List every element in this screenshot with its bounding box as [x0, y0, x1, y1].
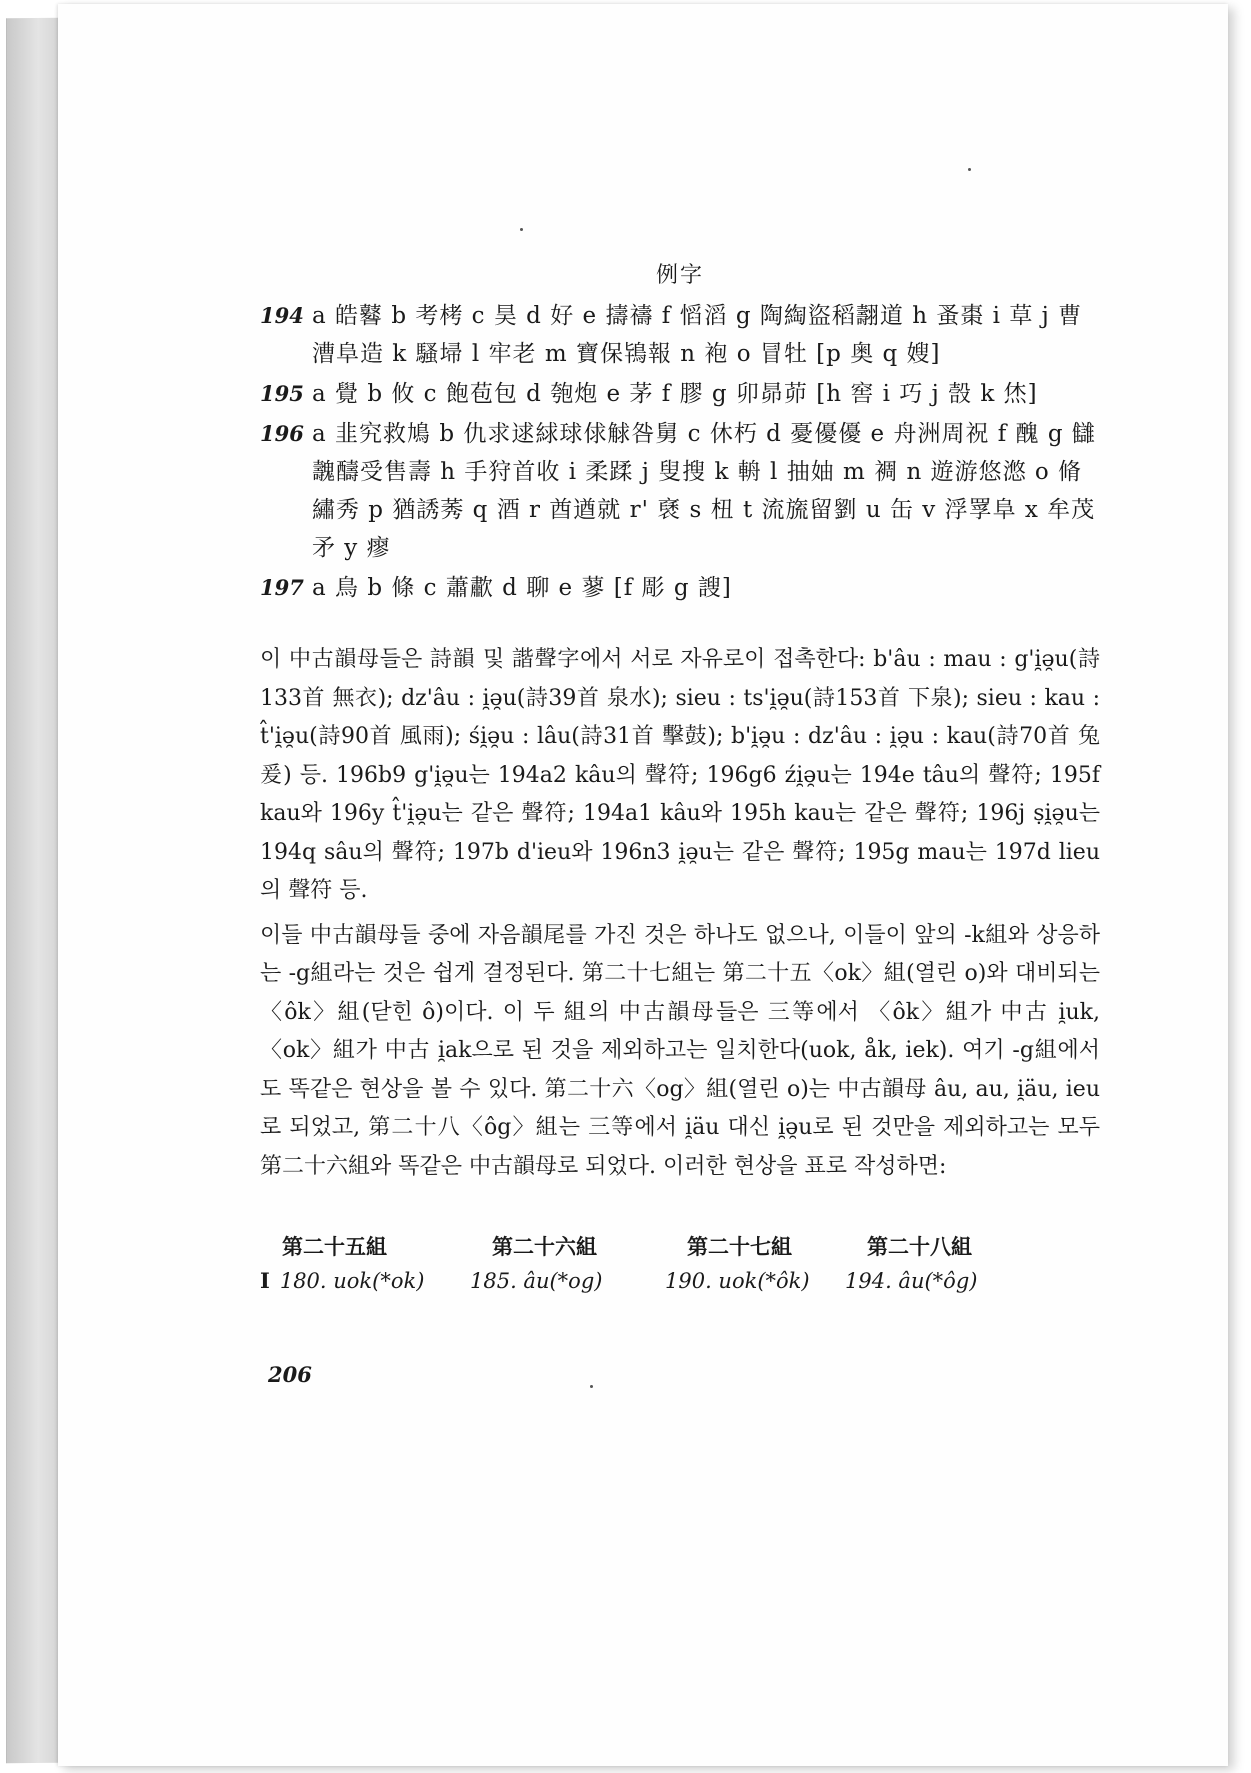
speck — [968, 168, 971, 171]
body-paragraph-1: 이 中古韻母들은 詩韻 및 諧聲字에서 서로 자유로이 접촉한다: b'âu : mau : g'i̯ə̯u(詩133首 無衣); dz'âu : i̯ə̯u(詩39首 泉水); sieu : ts'i̯ə̯u(詩153首 下泉); sieu : kau : t̂'i̯ə̯u(詩90首 風雨); śi̯ə̯u : lâu(詩31首 擊鼓); b'i̯ə̯u : dz'âu : i̯ə̯u : kau(詩70首 兔爰) 등. 196b9 g'i̯ə̯u는 194a2 kâu의 聲符; 196g6 źi̯ə̯u는 194e tâu의 聲符; 195f kau와 196y t̂'i̯ə̯u는 같은 聲符; 194a1 kâu와 195h kau는 같은 聲符; 196j ṣi̯ə̯u는 194q sâu의 聲符; 197b d'ieu와 196n3 i̯ə̯u는 같은 聲符; 195g mau는 197d lieu의 聲符 등. — [260, 647, 1100, 903]
entry-characters: a 鳥 b 條 c 蕭歗 d 聊 e 蓼 [f 彫 g 謏] — [312, 575, 732, 601]
entry-number: 194 — [260, 303, 304, 328]
table-cell-value: 180. uok(*ok) — [279, 1269, 425, 1293]
entry-characters: a 韭究救鳩 b 仇求逑絿球俅觩咎舅 c 休朽 d 憂優優 e 舟洲周祝 f 醜 g 讎魗醻受售壽 h 手狩首收 i 柔蹂 j 叟搜 k 輈 l 抽妯 m 裯 n 遊游悠滺 o 脩繡秀 p 猶誘莠 q 酒 r 酋遒就 r' 褎 s 杻 t 流旒留劉 u 缶 v 浮罦阜 x 牟茂矛 y 瘳 — [312, 421, 1096, 561]
example-entry-196 — [260, 415, 1100, 567]
example-entry-197 — [260, 569, 1100, 607]
entry-number: 195 — [260, 381, 304, 406]
table-header: 第二十七組 — [687, 1234, 792, 1259]
table-header: 第二十六組 — [492, 1234, 597, 1259]
page-number: 206 — [268, 1362, 312, 1387]
page-content — [260, 258, 1100, 1298]
example-entry-195 — [260, 375, 1100, 413]
row-label: I — [260, 1268, 270, 1293]
book-spine — [6, 18, 59, 1764]
rhyme-group-table — [260, 1230, 1100, 1298]
entry-number: 196 — [260, 421, 304, 446]
table-header: 第二十五組 — [282, 1234, 387, 1259]
table-cell: 194. âu(*ôg) — [845, 1269, 978, 1293]
body-paragraph-2: 이들 中古韻母들 중에 자음韻尾를 가진 것은 하나도 없으나, 이들이 앞의 -k組와 상응하는 -g組라는 것은 쉽게 결정된다. 第二十七組는 第二十五〈ok〉組(열린 o)와 대비되는 〈ôk〉組(닫힌 ô)이다. 이 두 組의 中古韻母들은 三等에서 〈ôk〉組가 中古 i̯uk, 〈ok〉組가 中古 i̯ak으로 된 것을 제외하고는 일치한다(uok, åk, iek). 여기 -g組에서도 똑같은 현상을 볼 수 있다. 第二十六〈og〉組(열린 o)는 中古韻母 âu, au, i̯äu, ieu로 되었고, 第二十八〈ôg〉組는 三等에서 i̯äu 대신 i̯ə̯u로 된 것만을 제외하고는 모두 第二十六組와 똑같은 中古韻母로 되었다. 이러한 현상을 표로 작성하면: — [260, 922, 1100, 1179]
speck — [590, 1385, 593, 1388]
table-cell: 190. uok(*ôk) — [665, 1269, 810, 1293]
entry-number: 197 — [260, 575, 304, 600]
table-cell: 185. âu(*og) — [470, 1269, 603, 1293]
entry-characters: a 皓鼛 b 考栲 c 昊 d 好 e 擣禱 f 慆滔 g 陶綯盜稻翿道 h 蚤棗 i 草 j 曹漕阜造 k 騷埽 l 牢老 m 寶保鴇報 n 袍 o 冒牡 [p 奥 q 嫂] — [312, 303, 1083, 367]
example-entry-194 — [260, 297, 1100, 373]
table-cell — [260, 1264, 470, 1298]
entry-characters: a 覺 b 攸 c 飽苞包 d 匏炮 e 茅 f 膠 g 卯昴茆 [h 窖 i 巧 j 嗀 k 烋] — [312, 381, 1038, 407]
speck — [520, 228, 523, 231]
table-header: 第二十八組 — [867, 1234, 972, 1259]
section-heading: 例字 — [655, 263, 704, 288]
table-row — [260, 1264, 1100, 1298]
table-header-row — [260, 1230, 1100, 1264]
